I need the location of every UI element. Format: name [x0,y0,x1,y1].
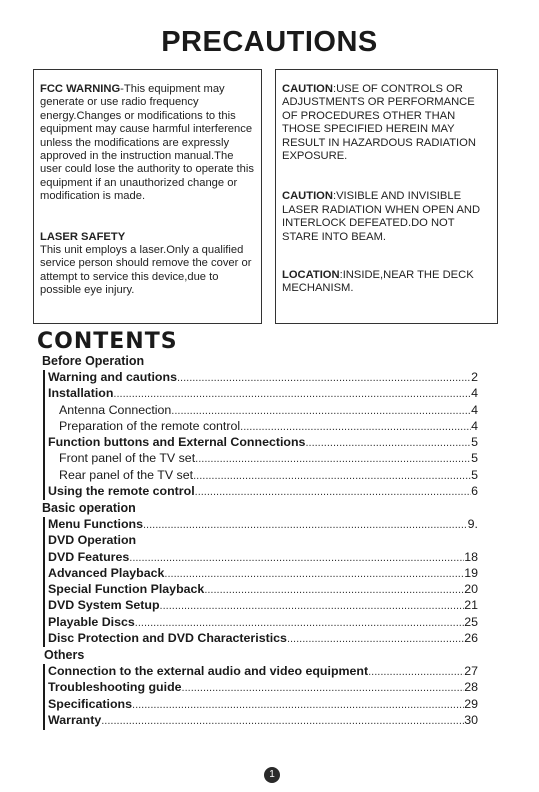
toc-entry-antenna-connection[interactable]: Antenna Connection ..... 4 [48,403,478,419]
fcc-warning-box [33,69,262,324]
toc-entry-dvd-features[interactable]: DVD Features ..... 18 [48,550,478,566]
laser-safety-body: This unit employs a laser.Only a qualified service person should remove the cover or attempt to service this device,due to possible eye injury. [40,244,252,297]
toc-entry-advanced-playback[interactable]: Advanced Playback ..... 19 [48,566,478,582]
section-bar [43,517,45,647]
contents-title: CONTENTS [37,329,178,354]
toc-entry-connection-external[interactable]: Connection to the external audio and video equipment ..... 27 [48,664,478,680]
caution-controls-body: :USE OF CONTROLS OR ADJUSTMENTS OR PERFORMANCE OF PROCEDURES OTHER THAN THOSE SPECIFIED HEREIN MAY RESULT IN HAZARDOUS RADIATION EXPOSURE. [282,83,476,163]
caution-laser-body: :VISIBLE AND INVISIBLE LASER RADIATION WHEN OPEN AND INTERLOCK DEFEATED.DO NOT STARE INTO BEAM. [282,190,481,243]
toc-entry-dvd-system-setup[interactable]: DVD System Setup ..... 21 [48,598,478,614]
laser-safety-heading: LASER SAFETY [40,230,126,243]
section-heading-before-operation: Before Operation [42,354,145,368]
page-title: PRECAUTIONS [161,26,378,58]
toc-entry-warranty[interactable]: Warranty ..... 30 [48,713,478,729]
fcc-warning-heading: FCC WARNING [40,83,121,95]
toc-list-others [48,664,478,729]
toc-entry-dvd-operation[interactable]: DVD Operation [48,533,137,548]
caution-laser-text [282,190,493,244]
toc-entry-rear-panel[interactable]: Rear panel of the TV set ..... 5 [48,468,478,484]
toc-entry-using-remote[interactable]: Using the remote control ..... 6 [48,484,478,500]
toc-entry-special-function-playback[interactable]: Special Function Playback ..... 20 [48,582,478,598]
caution-heading: CAUTION [282,83,333,95]
toc-entry-warning-cautions[interactable]: Warning and cautions ..... 2 [48,370,478,386]
toc-entry-playable-discs[interactable]: Playable Discs ..... 25 [48,615,478,631]
toc-entry-menu-functions[interactable]: Menu Functions ..... 9. [48,517,478,533]
section-heading-basic-operation: Basic operation [42,501,136,515]
section-bar [43,370,45,500]
toc-list-before-operation [48,370,478,500]
toc-entry-troubleshooting[interactable]: Troubleshooting guide ..... 28 [48,680,478,696]
location-text [282,269,493,296]
toc-entry-front-panel[interactable]: Front panel of the TV set ..... 5 [48,451,478,467]
fcc-warning-body: -This equipment may generate or use radio frequency energy.Changes or modifications to this equipment may cause harmful interference unless the modifications are expressly approved in the instruction manual.The user could lose the authority to operate this equipment if an unauthorized change or modification is made. [40,83,254,203]
toc-entry-function-buttons[interactable]: Function buttons and External Connections ..... 5 [48,435,478,451]
toc-list-basic-operation [48,517,478,647]
section-heading-others: Others [44,648,85,662]
caution-box [275,69,498,324]
section-bar [43,664,45,730]
toc-entry-installation[interactable]: Installation ..... 4 [48,386,478,402]
fcc-warning-text [40,83,256,204]
toc-entry-disc-protection[interactable]: Disc Protection and DVD Characteristics ..... 26 [48,631,478,647]
page-number-badge: 1 [264,767,280,783]
location-body: :INSIDE,NEAR THE DECK MECHANISM. [282,269,474,295]
caution-heading: CAUTION [282,190,333,203]
caution-controls-text [282,83,493,163]
toc-entry-remote-preparation[interactable]: Preparation of the remote control ..... 4 [48,419,478,435]
toc-entry-specifications[interactable]: Specifications ..... 29 [48,697,478,713]
location-heading: LOCATION [282,269,340,282]
